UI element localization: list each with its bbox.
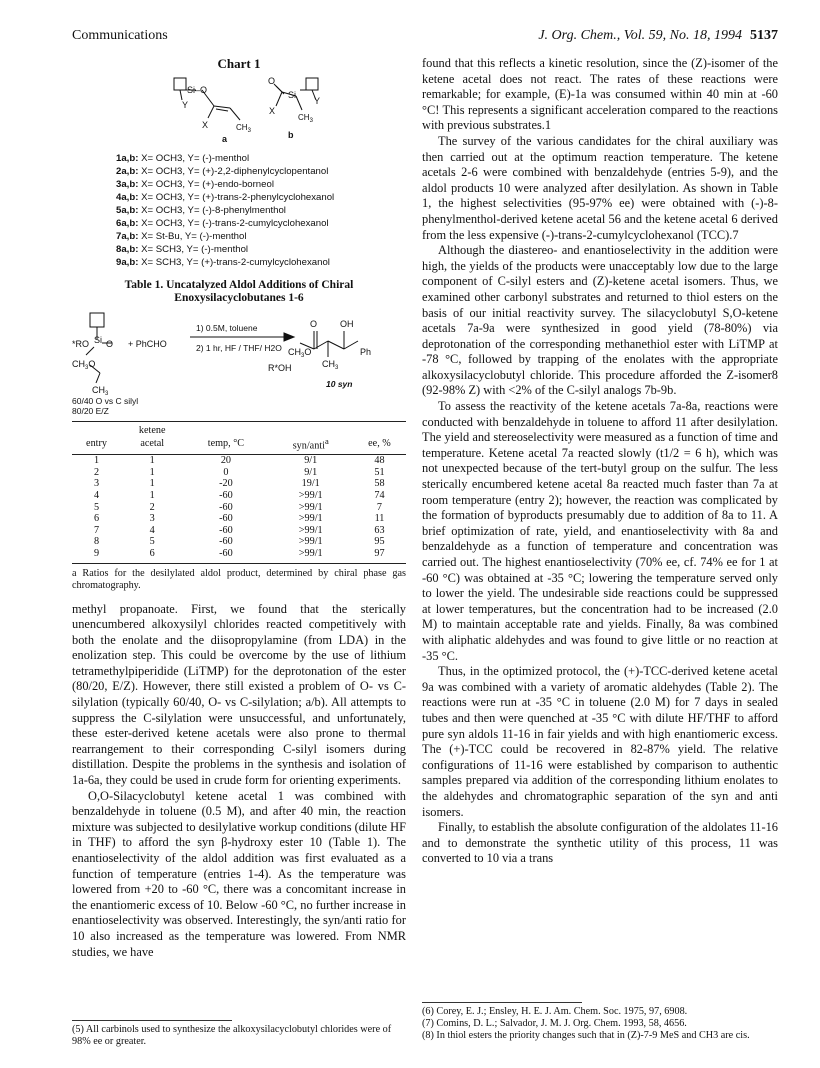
journal-citation (538, 28, 778, 44)
svg-text:O: O (106, 338, 114, 349)
compound-description: X= St-Bu, Y= (-)-menthol (138, 230, 247, 242)
entry-cell: 9 (72, 548, 121, 563)
compound-description: X= OCH3, Y= (-)-menthol (138, 152, 250, 164)
structure-b-label: b (288, 129, 294, 140)
section-title: Communications (72, 28, 168, 43)
right-paragraph: To assess the reactivity of the ketene acetals 7a-8a, reactions were conducted with benzaldehyde in toluene to afford 11 after desilylation. The yield and stereoselectivity were measured as a function of time and temperature. Ketene acetal 7a reacted slowly (t1/2 = 6 h), which was not unexpected because of the tert-butyl group on the sulfur. The less sterically encumbered ketene acetal 8a reacted much faster than 7a at room temperature (entry 2); however, the reaction was complicated by the formation of byproducts presumably due to addition of 8a to 11. A brief optimization of rate, yield, and enantioselectivity with 8a and benzaldehyde as a function of temperature and concentration was carried out. The highest enantioselectivity (70% ee, cf. 74% ee for 1 at -60 °C) was obtained at -35 °C; lowering the temperature served only to lower the yield. The undesirable side reactions could be suppressed at lower temperatures, but the concentration had to be increased (2.0 M) to maintain acceptable rate and yields. Finally, 8a was combined with aliphatic aldehydes and was found to give little or no reaction at -35 °C. (422, 399, 778, 663)
svg-text:Y: Y (314, 95, 321, 106)
svg-text:O: O (310, 318, 318, 329)
header-ketene-bottom: acetal (121, 436, 183, 454)
entry-cell: 1 (93, 455, 100, 467)
scheme-condition-1: 1) 0.5M, toluene (196, 322, 258, 333)
entry-cell: 8 (93, 536, 100, 548)
table-row (72, 478, 406, 490)
left-paragraph: methyl propanoate. First, we found that the sterically unencumbered alkoxysilyl chlorides reacted competitively with both the enolate and the diisopropylamine (from LDA) in the enolization step. This could be overcome by the use of lithium tetramethylpiperidide (LiTMP) for the deprotonation of the ester (80/20, E/Z). However, there still existed a problem of O- vs C-silylation (typically 60/40, O- vs C-silylation; a/b). All attempts to suppress the C-silylation were unsuccessful, and unfortunately, these ester-derived ketene acetals were also prone to thermal rearrangement to their corresponding C-silyl isomers during distillation. Despite the problems in the synthesis and isolation of 1a-6a, they could be used in crude form for orienting experiments. (72, 601, 406, 788)
compound-description: X= OCH3, Y= (+)-endo-borneol (138, 178, 274, 190)
syn-anti-cell: 9/1 (304, 455, 318, 467)
left-paragraph: O,O-Silacyclobutyl ketene acetal 1 was combined with benzaldehyde in toluene (0.5 M), and after 40 min, the reaction mixture was subjected to desilylative workup conditions (dilute HF in THF) to afford the syn β-hydroxy ester 10 (Table 1). The enantioselectivity of the aldol addition was first evaluated as a function of temperature (entries 1-4). As the temperature was lowered from +20 to -60 °C, there was a concomitant increase in the enantiomeric excess of 10. Below -60 °C, no further increase in enantioselectivity was observed. Interestingly, the syn/anti ratio for 10 also increased as the temperature was lowered. From NMR studies, we have (72, 788, 406, 959)
compound-id: 7a,b: (116, 230, 139, 242)
svg-text:Y: Y (182, 99, 189, 110)
ketene-acetal-cell: 2 (149, 501, 155, 513)
right-footnote-area (422, 1002, 778, 1041)
entry-cell: 6 (93, 513, 100, 525)
temp-cell: -60 (183, 548, 268, 563)
chart-title: Chart 1 (217, 56, 261, 71)
header-ee: ee, % (353, 436, 406, 454)
compound-id: 9a,b: (116, 256, 139, 268)
compound-entry (116, 191, 406, 204)
table-row (72, 467, 406, 479)
temp-cell: -20 (219, 478, 233, 490)
scheme-condition-2: 2) 1 hr, HF / THF/ H2O (196, 342, 282, 353)
journal-name: J. Org. Chem., Vol. 59, No. 18, 1994 (538, 28, 742, 43)
footnote-6: (6) Corey, E. J.; Ensley, H. E. J. Am. Chem. Soc. 1975, 97, 6908. (422, 1006, 688, 1017)
entry-cell: 4 (93, 489, 100, 501)
syn-anti-cell: >99/1 (298, 501, 323, 513)
ketene-acetal-cell: 4 (149, 524, 155, 536)
svg-text:CH3: $CH_3$ (236, 122, 251, 134)
compound-description: X= OCH3, Y= (+)-2,2-diphenylcyclopentanol (138, 165, 329, 177)
temp-cell: 0 (223, 466, 229, 478)
compound-entry (116, 230, 406, 243)
compound-description: X= OCH3, Y= (-)-trans-2-cumylcyclohexanol (138, 217, 329, 229)
table1-caption-text: Uncatalyzed Aldol Additions of Chiral Enoxysilacyclobutanes 1-6 (166, 278, 354, 304)
syn-anti-cell: >99/1 (298, 524, 323, 536)
table1-footnote: a Ratios for the desilylated aldol product, determined by chiral phase gas chromatography. (72, 567, 406, 591)
compound-entry (116, 204, 406, 217)
header-entry: entry (72, 436, 121, 454)
temp-cell: -60 (219, 524, 233, 536)
left-footnote-area (72, 1020, 406, 1048)
structure-a-label: a (222, 133, 228, 144)
scheme-note-1: 60/40 O vs C silyl (72, 395, 139, 406)
table1-scheme (72, 309, 406, 415)
header-temp: temp, °C (183, 436, 268, 454)
compound-entry (116, 217, 406, 230)
temp-cell: -60 (219, 489, 233, 501)
compound-id: 1a,b: (116, 152, 139, 164)
compound-id: 2a,b: (116, 165, 139, 177)
syn-anti-cell: >99/1 (298, 513, 323, 525)
compound-list (116, 152, 406, 269)
svg-text:Si–O: Si–O (187, 84, 208, 95)
svg-text:CH3: $CH_3$ (92, 384, 109, 397)
svg-text:CH3O: $CH_3O$ (288, 346, 312, 359)
svg-text:O: O (268, 75, 276, 86)
footnote-rule (422, 1002, 582, 1003)
right-paragraph: Finally, to establish the absolute configuration of the aldolates 11-16 and to demonstrate the synthetic utility of this process, 11 was converted to 10 via a trans (422, 820, 778, 866)
syn-anti-cell: >99/1 (298, 536, 323, 548)
compound-entry (116, 256, 406, 269)
svg-text:Si: Si (288, 89, 297, 100)
footnote-7: (7) Comins, D. L.; Salvador, J. M. J. Org. Chem. 1993, 58, 4656. (422, 1017, 687, 1029)
ee-cell: 95 (374, 536, 385, 548)
ketene-acetal-cell: 6 (121, 548, 183, 563)
footnote-8: (8) In thiol esters the priority changes such that in (Z)-7-9 MeS and CH3 are cis. (422, 1029, 750, 1041)
ee-cell: 7 (376, 501, 383, 513)
footnote-rule (72, 1020, 232, 1021)
chart-structures (124, 76, 354, 146)
compound-id: 3a,b: (116, 178, 139, 190)
compound-id: 6a,b: (116, 217, 139, 229)
ketene-acetal-cell: 5 (149, 536, 155, 548)
svg-text:X: X (202, 119, 209, 130)
svg-text:CH3O: $CH_3O$ (72, 358, 96, 371)
ee-cell: 51 (374, 466, 385, 478)
syn-anti-cell: 9/1 (304, 466, 318, 478)
header-syn-anti: syn/anti$^a$ (269, 436, 353, 454)
scheme-reagent: + PhCHO (128, 338, 167, 349)
table-row (72, 455, 406, 467)
entry-cell: 2 (93, 466, 100, 478)
right-column (422, 56, 778, 867)
header-ketene-top: ketene (121, 421, 183, 436)
temp-cell: -60 (219, 536, 233, 548)
compound-description: X= OCH3, Y= (-)-8-phenylmenthol (138, 204, 286, 216)
table1-label: Table 1. (124, 278, 164, 291)
table-row (72, 490, 406, 502)
table-row (72, 513, 406, 525)
ketene-acetal-cell: 1 (149, 489, 155, 501)
footnote-5: (5) All carbinols used to synthesize the alkoxysilacyclobutyl chlorides were of 98% ee or greater. (72, 1024, 392, 1047)
table-row (72, 548, 406, 563)
svg-text:CH3: $CH_3$ (322, 358, 339, 371)
svg-text:Si: Si (94, 334, 103, 345)
ketene-acetal-cell: 1 (149, 455, 155, 467)
ketene-acetal-cell: 1 (149, 478, 155, 490)
compound-description: X= SCH3, Y= (+)-trans-2-cumylcyclohexanol (138, 256, 330, 268)
right-paragraph: Thus, in the optimized protocol, the (+)-TCC-derived ketene acetal 9a was combined with a variety of aromatic aldehydes (Table 2). The reactions were run at -35 °C in toluene (2.0 M) for 7 days in sealed tubes and then were quenched at -35 °C with dilute HF/THF to afford pure syn aldols 11-16 in fair yields and with high enantiomeric excess. The (+)-TCC could be recovered in 82-87% yield. The relative configurations of 11-16 were established by comparison to authentic samples prepared via addition of the corresponding lithium enolates to the aldehydes and chromatographic separation of the syn and anti isomers. (422, 664, 778, 819)
table-row (72, 536, 406, 548)
svg-text:R*OH: R*OH (268, 362, 292, 373)
compound-id: 4a,b: (116, 191, 139, 203)
entry-cell: 7 (93, 524, 100, 536)
syn-anti-cell: >99/1 (298, 489, 323, 501)
ee-cell: 58 (374, 478, 385, 490)
right-paragraph: The survey of the various candidates for the chiral auxiliary was then carried out at the optimum reaction temperature. The ketene acetals 2-6 were combined with benzaldehyde (entries 5-9), and the aldol products 10 were analyzed after desilylation. As shown in Table 1, the highest selectivities (95-97% ee) were obtained with (-)-8-phenylmenthol-derived ketene acetal 56 and the ketene acetal 6 derived from the less expensive (-)-trans-2-cumylcyclohexanol (TCC).7 (422, 133, 778, 242)
compound-entry (116, 178, 406, 191)
svg-text:Ph: Ph (360, 346, 372, 357)
page-number: 5137 (750, 28, 778, 43)
table-row (72, 502, 406, 514)
right-paragraph: found that this reflects a kinetic resolution, since the (Z)-isomer of the ketene acetal does not react. The rates of these reactions were remarkable; for example, (E)-1a was consumed within 40 min at -60 °C! This represents a significant acceleration compared to the reactions with previous substrates.1 (422, 56, 778, 133)
ee-cell: 11 (374, 513, 385, 525)
compound-entry (116, 152, 406, 165)
table1 (72, 421, 406, 564)
temp-cell: -60 (219, 513, 233, 525)
temp-cell: -60 (219, 501, 233, 513)
svg-text:OH: OH (340, 318, 354, 329)
entry-cell: 3 (93, 478, 100, 490)
ketene-acetal-cell: 1 (149, 466, 155, 478)
entry-cell: 5 (93, 501, 100, 513)
page-header (72, 28, 778, 46)
compound-entry (116, 165, 406, 178)
scheme-note-2: 80/20 E/Z (72, 405, 109, 415)
table1-body (72, 455, 406, 563)
table-row (72, 525, 406, 537)
syn-anti-cell: 19/1 (301, 478, 320, 490)
svg-text:*RO: *RO (72, 338, 90, 349)
compound-description: X= SCH3, Y= (-)-menthol (138, 243, 249, 255)
scheme-product: 10 syn (326, 378, 353, 389)
temp-cell: 20 (220, 455, 232, 467)
compound-description: X= OCH3, Y= (+)-trans-2-phenylcyclohexanol (138, 191, 335, 203)
compound-id: 5a,b: (116, 204, 139, 216)
left-column (72, 56, 406, 960)
compound-entry (116, 243, 406, 256)
table1-caption (72, 279, 406, 305)
left-body-text (72, 602, 406, 961)
syn-anti-cell: >99/1 (269, 548, 353, 563)
ee-cell: 63 (374, 524, 385, 536)
svg-text:CH3: $CH_3$ (298, 112, 313, 124)
ee-cell: 97 (353, 548, 406, 563)
right-paragraph: Although the diastereo- and enantioselectivity in the addition were high, the yields of the products were unacceptably low due to the large component of C-silyl esters and (Z)-ketene acetal isomers. Thus, we examined other carbonyl substrates and returned to thiol esters on the basis of our initial reactivity survey. The silacyclobutyl S,O-ketene acetals 7a-9a were synthesized in good yield (78-80%) via deprotonation of the corresponding methanethiol ester with LiTMP at -78 °C, followed by trapping of the enolates with the appropriate alkoxysilacyclobutyl chloride. This procedure afforded the Z-isomer8 (92-98% Z) with <2% of the C-silyl analogs 7b-9b. (422, 243, 778, 398)
ee-cell: 74 (374, 489, 385, 501)
ee-cell: 48 (374, 455, 385, 467)
ketene-acetal-cell: 3 (149, 513, 155, 525)
svg-text:X: X (269, 105, 276, 116)
compound-id: 8a,b: (116, 243, 139, 255)
